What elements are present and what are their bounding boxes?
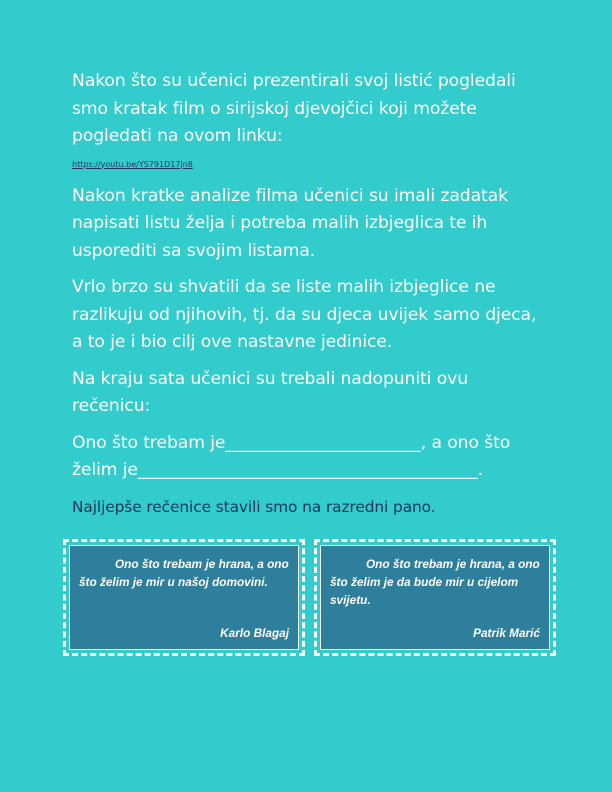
quote-text: Ono što trebam je hrana, a ono što želim je da bude mir u cijelom svijetu. bbox=[330, 557, 540, 607]
quote-card-karlo bbox=[63, 539, 305, 656]
quote-card-inner bbox=[69, 545, 299, 650]
quote-author: Patrik Marić bbox=[473, 626, 540, 640]
sentence-template: Ono što trebam je_______________________, a ono što želim je________________________________________. bbox=[72, 432, 511, 480]
quote-text: Ono što trebam je hrana, a ono što želim je mir u našoj domovini. bbox=[79, 557, 289, 589]
quote-card-patrik bbox=[314, 539, 556, 656]
pano-paragraph: Najljepše rečenice stavili smo na razredni pano. bbox=[72, 497, 436, 516]
task-paragraph: Na kraju sata učenici su trebali nadopuniti ovu rečenicu: bbox=[72, 368, 468, 416]
intro-paragraph: Nakon što su učenici prezentirali svoj listić pogledali smo kratak film o sirijskoj djevojčici koji možete pogledati na ovom linku: bbox=[72, 71, 516, 146]
conclusion-paragraph: Vrlo brzo su shvatili da se liste malih izbjeglice ne razlikuju od njihovih, tj. da su djeca uvijek samo djeca, a to je i bio cilj ove nastavne jedinice. bbox=[72, 277, 537, 352]
quote-card-inner bbox=[320, 545, 550, 650]
youtube-link[interactable]: https://youtu.be/YS791D17jn8 bbox=[72, 159, 193, 169]
analysis-paragraph: Nakon kratke analize filma učenici su imali zadatak napisati listu želja i potreba malih izbjeglica te ih usporediti sa svojim listama. bbox=[72, 185, 508, 261]
quote-author: Karlo Blagaj bbox=[220, 626, 289, 640]
article-body bbox=[72, 68, 542, 530]
